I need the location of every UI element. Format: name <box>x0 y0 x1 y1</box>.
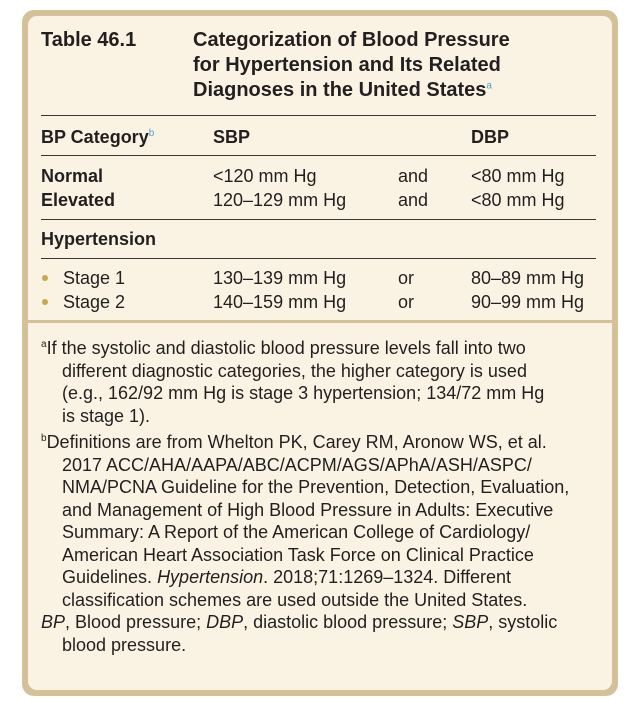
header-category-text: BP Category <box>41 127 149 147</box>
table-frame <box>22 10 618 696</box>
abbrev-dbp-def: , diastolic blood pressure; <box>243 612 453 632</box>
row-dbp: 80–89 mm Hg <box>471 268 585 288</box>
footnote-a-line-2: different diagnostic categories, the higher category is used <box>62 360 527 381</box>
bullet-icon <box>42 275 48 281</box>
title-footnote-mark: a <box>486 80 492 92</box>
footnote-a-text: If the systolic and diastolic blood pressure levels fall into two <box>46 338 526 358</box>
row-sbp: 120–129 mm Hg <box>213 190 347 210</box>
footnote-b-line-1 <box>41 431 547 454</box>
row-dbp: <80 mm Hg <box>471 190 565 210</box>
footnote-b-line-3: NMA/PCNA Guideline for the Prevention, Detection, Evaluation, <box>62 477 570 497</box>
footnote-b-pre: Guidelines. <box>62 567 158 587</box>
row-sbp: <120 mm Hg <box>213 166 317 186</box>
title-line-2: for Hypertension and Its Related <box>193 54 501 76</box>
footnote-a-mark: a <box>41 339 47 350</box>
footnote-b-line-7 <box>62 566 511 589</box>
row-category: Stage 2 <box>63 292 126 312</box>
abbrev-dbp: DBP <box>206 612 244 632</box>
row-category: Stage 1 <box>63 268 126 288</box>
footnote-b-line-8: classification schemes are used outside the United States. <box>62 589 528 610</box>
footnote-separator <box>28 320 612 323</box>
header-sbp: SBP <box>213 127 251 147</box>
footnote-b-journal: Hypertension <box>157 567 264 587</box>
abbrev-bp: BP <box>41 612 66 632</box>
title-line-1: Categorization of Blood Pressure <box>193 29 510 51</box>
title-line-3-text: Diagnoses in the United States <box>193 79 487 101</box>
row-category: Normal <box>41 166 104 186</box>
header-category <box>41 126 154 148</box>
abbrev-bp-def: , Blood pressure; <box>65 612 207 632</box>
footnote-b-line-5: Summary: A Report of the American College of Cardiology/ <box>62 522 531 542</box>
table-title-text <box>193 28 613 103</box>
footnote-a-line-1 <box>41 337 526 360</box>
abbrev-sbp: SBP <box>452 612 489 632</box>
footnote-b-line-4: and Management of High Blood Pressure in Adults: Executive <box>62 499 554 520</box>
title-line-3 <box>193 78 613 103</box>
footnote-b-text: Definitions are from Whelton PK, Carey RM, Aronow WS, et al. <box>46 432 547 452</box>
rule-mid <box>41 219 596 220</box>
footnote-a-line-3: (e.g., 162/92 mm Hg is stage 3 hypertension; 134/72 mm Hg <box>62 383 545 403</box>
abbrev-sbp-def: , systolic <box>488 612 558 632</box>
footnote-b-mark: b <box>41 433 47 444</box>
header-category-mark: b <box>148 128 155 139</box>
footnote-b-line-6: American Heart Association Task Force on Clinical Practice <box>62 544 534 565</box>
row-dbp: 90–99 mm Hg <box>471 292 585 312</box>
abbreviations-line-2: blood pressure. <box>62 634 187 655</box>
header-dbp: DBP <box>471 127 510 147</box>
row-dbp: <80 mm Hg <box>471 166 565 186</box>
row-category: Elevated <box>41 190 116 210</box>
footnote-a-line-4: is stage 1). <box>62 405 151 426</box>
footnote-b-post: . 2018;71:1269–1324. Different <box>263 567 511 587</box>
row-sbp: 140–159 mm Hg <box>213 292 347 312</box>
row-conjunction: and <box>398 166 429 186</box>
rule-top <box>41 115 596 116</box>
footnote-b-line-2: 2017 ACC/AHA/AAPA/ABC/ACPM/AGS/APhA/ASH/ASPC/ <box>62 454 532 475</box>
table-number: Table 46.1 <box>41 29 137 51</box>
row-conjunction: and <box>398 190 429 210</box>
bullet-icon <box>42 299 48 305</box>
abbreviations-line-1 <box>41 611 557 634</box>
rule-header <box>41 155 596 156</box>
section-hypertension: Hypertension <box>41 229 157 249</box>
row-conjunction: or <box>398 292 415 312</box>
rule-section <box>41 258 596 259</box>
row-sbp: 130–139 mm Hg <box>213 268 347 288</box>
row-conjunction: or <box>398 268 415 288</box>
